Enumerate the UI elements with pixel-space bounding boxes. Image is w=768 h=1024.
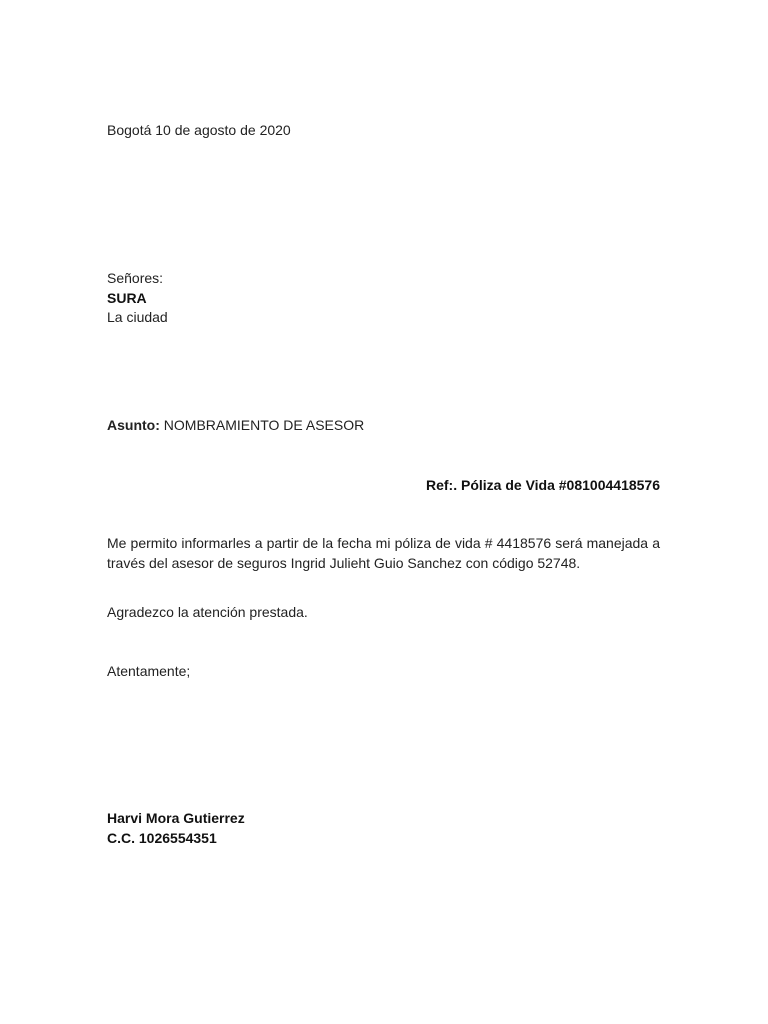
reference-line: Ref:. Póliza de Vida #081004418576 [426, 477, 660, 493]
body-paragraph: Me permito informarles a partir de la fecha mi póliza de vida # 4418576 será manejada a través del asesor de seguros Ingrid Julieht Guio Sanchez con código 52748. [107, 535, 660, 571]
letter-date: Bogotá 10 de agosto de 2020 [107, 122, 291, 138]
subject-line [107, 415, 364, 435]
subject-label: Asunto: [107, 417, 160, 433]
recipient-salutation: Señores: [107, 270, 164, 286]
recipient-company: SURA [107, 290, 147, 306]
signature-name: Harvi Mora Gutierrez [107, 810, 245, 826]
subject-text: NOMBRAMIENTO DE ASESOR [163, 417, 365, 433]
closing-line: Atentamente; [107, 663, 191, 679]
signature-id: C.C. 1026554351 [107, 830, 217, 846]
recipient-city: La ciudad [107, 309, 168, 325]
thanks-line: Agradezco la atención prestada. [107, 604, 308, 620]
